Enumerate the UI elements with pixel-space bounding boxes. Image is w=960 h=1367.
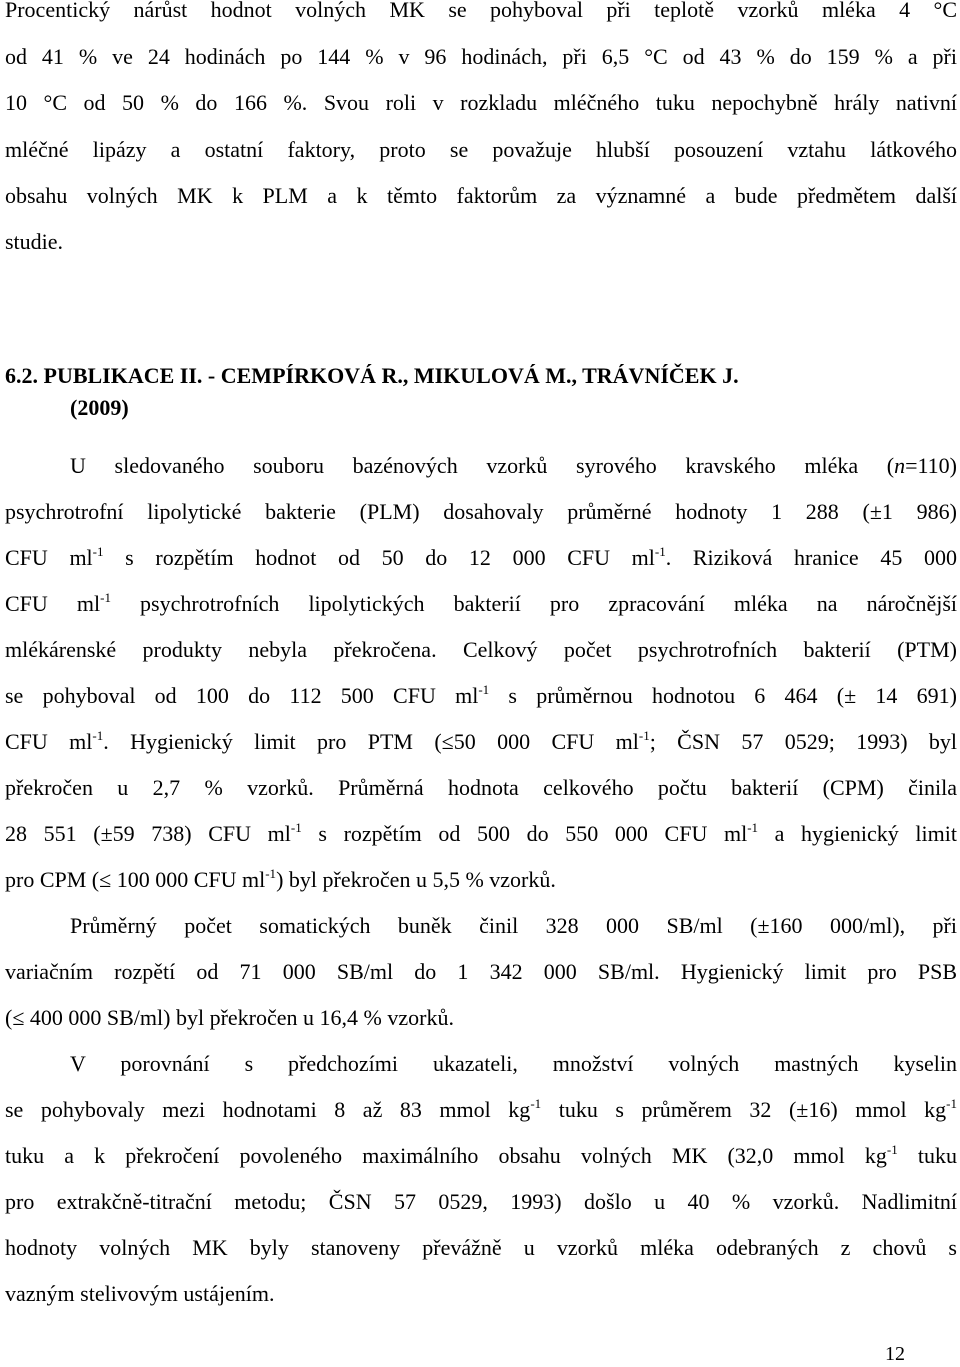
text-line: psychrotrofní lipolytické bakterie (PLM) dosahovaly průměrné hodnoty 1 288 (±1 986): [5, 499, 957, 524]
section-heading: 6.2. PUBLIKACE II. - CEMPÍRKOVÁ R., MIKULOVÁ M., TRÁVNÍČEK J.: [5, 363, 739, 388]
text-line: vazným stelivovým ustájením.: [5, 1281, 275, 1306]
text-line: se pohyboval od 100 do 112 500 CFU $ml^{-1}$ s průměrnou hodnotou 6 464 (± 14 691): [5, 682, 957, 708]
text-line: CFU $ml^{-1}$. Hygienický limit pro PTM (≤50 000 CFU $ml^{-1}$; ČSN 57 0529; 1993) byl: [5, 728, 957, 754]
text-line: se pohybovaly mezi hodnotami 8 až 83 mmol $kg^{-1}$ tuku s průměrem 32 (±16) mmol $kg^{-1}$: [5, 1096, 957, 1122]
text-line: CFU $ml^{-1}$ s rozpětím hodnot od 50 do 12 000 CFU $ml^{-1}$. Riziková hranice 45 000: [5, 544, 957, 570]
text-line: 28 551 (±59 738) CFU $ml^{-1}$ s rozpětím od 500 do 550 000 CFU $ml^{-1}$ a hygienický limit: [5, 820, 957, 846]
text-line: Procentický nárůst hodnot volných MK se pohyboval při teplotě vzorků mléka 4 °C: [5, 0, 957, 22]
section-heading-year: (2009): [70, 395, 129, 420]
text-line: hodnoty volných MK byly stanoveny převážně u vzorků mléka odebraných z chovů s: [5, 1235, 957, 1260]
text-line: pro CPM (≤ 100 000 CFU $ml^{-1}$) byl překročen u 5,5 % vzorků.: [5, 866, 556, 892]
text-line: překročen u 2,7 % vzorků. Průměrná hodnota celkového počtu bakterií (CPM) činila: [5, 775, 957, 800]
text-line: studie.: [5, 229, 64, 254]
text-line: V porovnání s předchozími ukazateli, množství volných mastných kyselin: [70, 1051, 957, 1076]
text-line: tuku a k překročení povoleného maximálního obsahu volných MK (32,0 mmol $kg^{-1}$ tuku: [5, 1142, 957, 1168]
text-line: Průměrný počet somatických buněk činil 328 000 SB/ml (±160 000/ml), při: [70, 913, 957, 938]
page-number: 12: [885, 1343, 905, 1365]
text-line: mléčné lipázy a ostatní faktory, proto se považuje hlubší posouzení vztahu látkového: [5, 137, 957, 162]
text-line: 10 °C od 50 % do 166 %. Svou roli v rozkladu mléčného tuku nepochybně hrály nativní: [5, 90, 957, 115]
text-line: CFU $ml^{-1}$ psychrotrofních lipolytických bakterií pro zpracování mléka na náročnější: [5, 590, 957, 616]
text-line: U sledovaného souboru bazénových vzorků syrového kravského mléka (n=110): [70, 453, 957, 478]
text-line: (≤ 400 000 SB/ml) byl překročen u 16,4 % vzorků.: [5, 1005, 454, 1030]
text-line: variačním rozpětí od 71 000 SB/ml do 1 342 000 SB/ml. Hygienický limit pro PSB: [5, 959, 957, 984]
text-line: pro extrakčně-titrační metodu; ČSN 57 0529, 1993) došlo u 40 % vzorků. Nadlimitní: [5, 1189, 957, 1214]
text-line: od 41 % ve 24 hodinách po 144 % v 96 hodinách, při 6,5 °C od 43 % do 159 % a při: [5, 44, 957, 69]
text-line: obsahu volných MK k PLM a k těmto faktorům za významné a bude předmětem další: [5, 183, 957, 208]
text-line: mlékárenské produkty nebyla překročena. Celkový počet psychrotrofních bakterií (PTM): [5, 637, 957, 662]
